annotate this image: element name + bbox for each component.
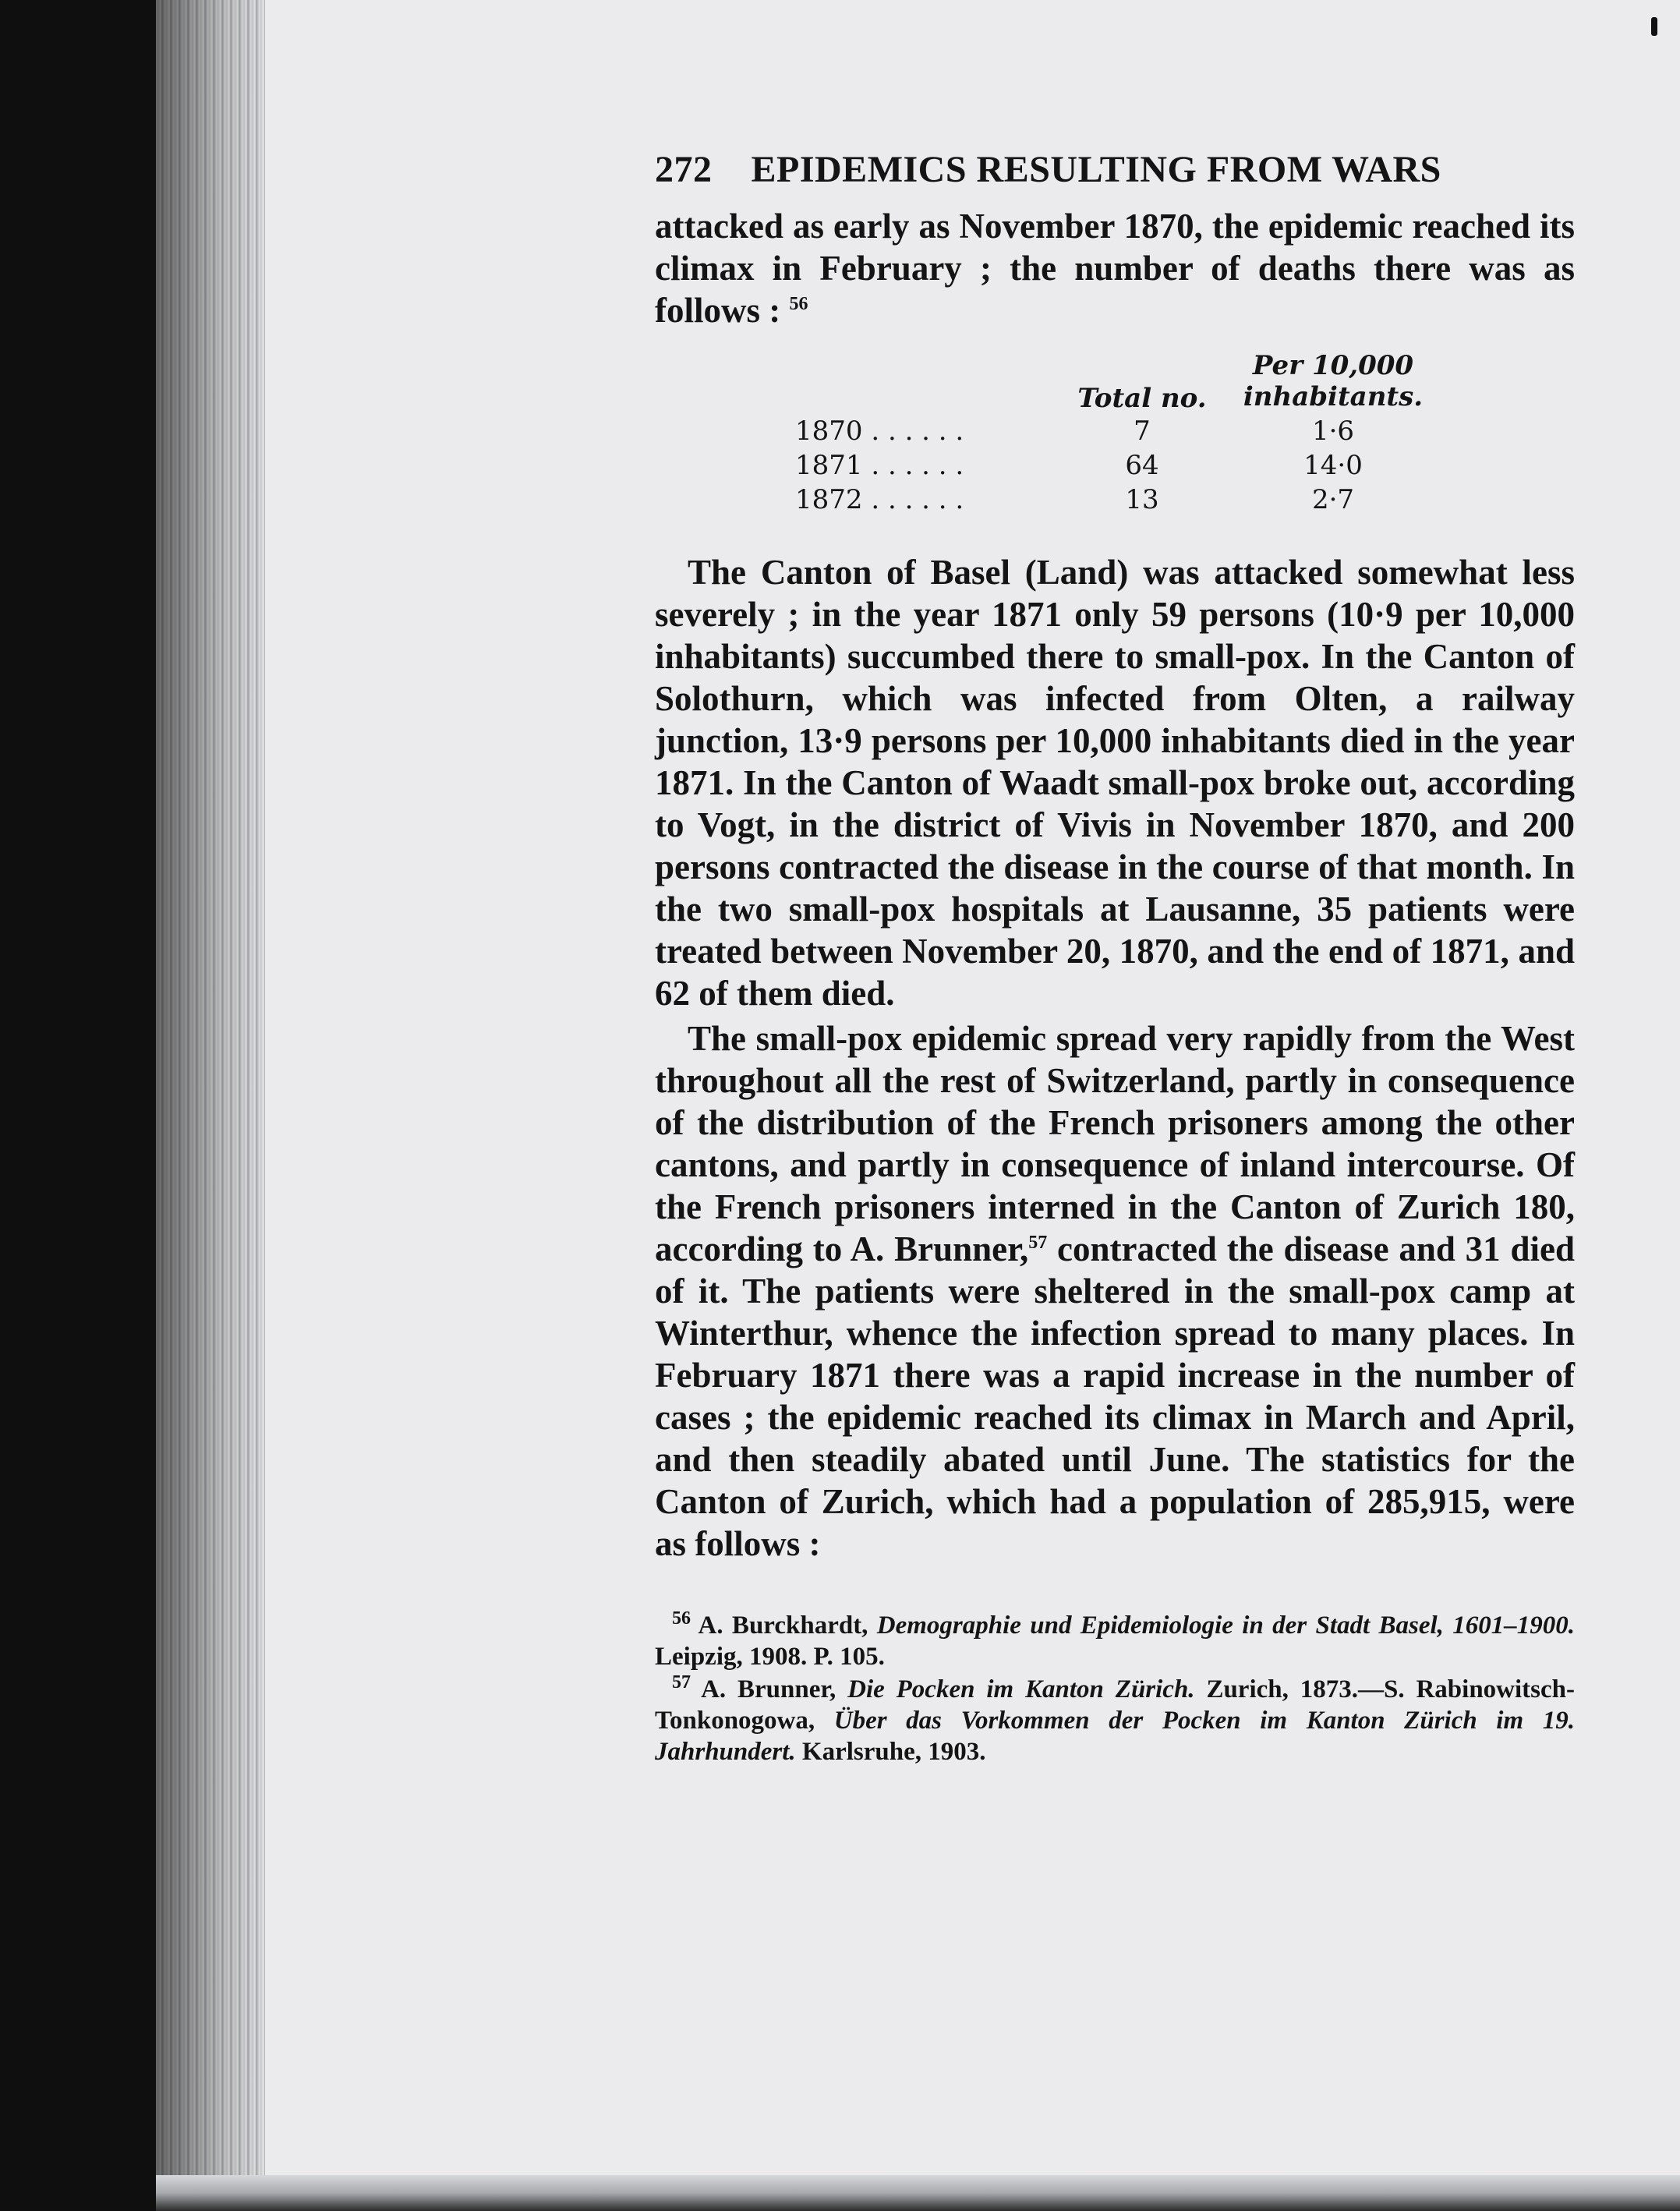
footnote-title: Demographie und Epidemiologie in der Stadt Basel, 1601–1900. [876,1611,1575,1640]
footnote-number: 57 [672,1672,691,1693]
footnote-title: Die Pocken im Kanton Zürich. [847,1675,1195,1703]
footnote-number: 56 [672,1608,691,1629]
table-row: 1872 . . . . . . 13 2·7 [795,483,1434,517]
year-cell: 1871 [795,450,863,481]
total-cell: 7 [1134,416,1151,447]
per-cell: 2·7 [1311,484,1355,515]
footnotes [655,1610,1575,1767]
year-cell: 1870 [795,416,863,447]
paragraph-west [655,1017,1575,1565]
footnote-ref-57: 57 [1028,1233,1048,1253]
col-per-header [1232,350,1434,414]
footnote-57 [655,1674,1575,1767]
footnote-56 [655,1610,1575,1672]
col-per-header-line1: Per 10,000 [1252,350,1414,381]
footnote-publisher: Karlsruhe, 1903. [801,1738,986,1766]
intro-paragraph [655,205,1575,331]
table-row: 1871 . . . . . . 64 14·0 [795,448,1434,483]
page-number: 272 [655,149,713,190]
per-cell: 14·0 [1303,450,1363,481]
col-total-header: Total no. [1077,383,1207,414]
col-per-header-line2: inhabitants. [1243,381,1424,412]
deaths-table [795,350,1434,517]
footnote-author: A. Brunner, [701,1675,836,1703]
per-cell: 1·6 [1311,416,1355,447]
running-title: EPIDEMICS RESULTING FROM WARS [751,149,1441,190]
paragraph-basel: The Canton of Basel (Land) was attacked somewhat less severely ; in the year 1871 only 59 persons (10·9 per 10,000 inhabitants) succumbed there to small-pox. In the Canton of Solothurn, which was infected from Olten, a railway junction, 13·9 persons per 10,000 inhabitants died in the year 1871. In the Canton of Waadt small-pox broke out, according to Vogt, in the district of Vivis in November 1870, and 200 persons contracted the disease in the course of that month. In the two small-pox hospitals at Lausanne, 35 patients were treated between November 20, 1870, and the end of 1871, and 62 of them died. [655,553,1575,1013]
total-cell: 64 [1125,450,1159,481]
table-header-blank [795,350,1052,414]
table-header [795,350,1434,414]
page-text-block [655,148,1575,1769]
footnote-publisher: Leipzig, 1908. P. 105. [655,1643,885,1671]
bottom-page-edge [156,2175,1680,2211]
binding-shadow [156,0,273,2175]
paragraph-west-part2: contracted the disease and 31 died of it. The patients were sheltered in the small-pox camp at Winterthur, whence the infection spread to many places. In February 1871 there was a rapid increase in the number of cases ; the epidemic reached its climax in March and April, and then steadily abated until June. The statistics for the Canton of Zurich, which had a population of 285,915, were as follows : [655,1229,1575,1563]
total-cell: 13 [1125,484,1159,515]
footnote-title-2: Über das Vorkommen der Pocken im Kanton Zürich im 19. Jahrhundert. [655,1707,1575,1766]
footnote-author: A. Burckhardt, [698,1611,868,1640]
running-head [655,148,1575,191]
intro-text: attacked as early as November 1870, the epidemic reached its climax in February ; the number of deaths there was as follows : [655,207,1575,330]
footnote-ref-56: 56 [789,294,808,314]
table-row: 1870 . . . . . . 7 1·6 [795,414,1434,448]
paragraph-west-part1: The small-pox epidemic spread very rapidly from the West throughout all the rest of Switzerland, partly in consequence of the distribution of the French prisoners among the other cantons, and partly in consequence of inland intercourse. Of the French prisoners interned in the Canton of Zurich 180, according to A. Brunner, [655,1019,1575,1268]
scan-mark [1651,17,1657,36]
year-cell: 1872 [795,484,863,515]
footnote-middle: Zurich, 1873.—S. Rabinowitsch-Tonkonogowa, [655,1675,1575,1735]
